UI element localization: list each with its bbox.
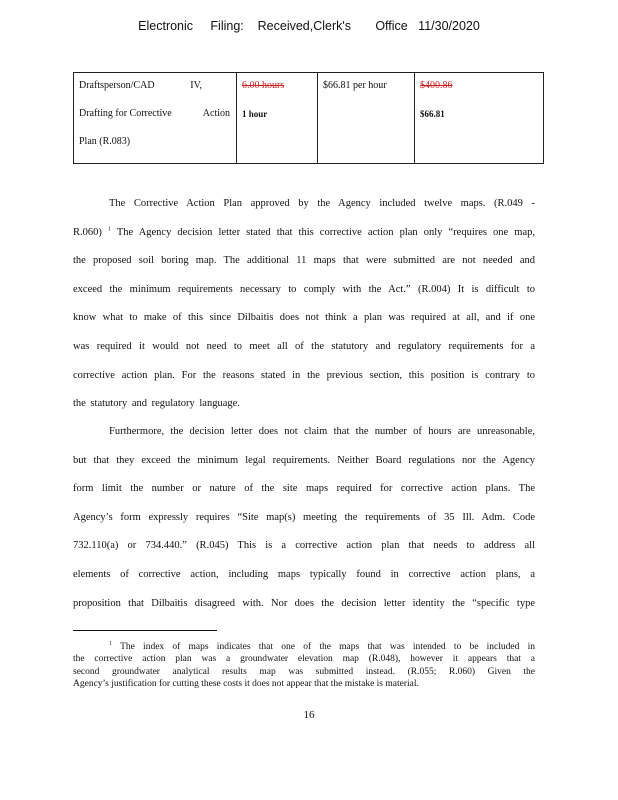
text-line: was required it would not need to meet all of the statutory and regulatory requirements for a bbox=[73, 340, 535, 352]
footnote bbox=[73, 641, 535, 691]
footnote-line: $^1$ The index of maps indicates that one of the maps that was intended to be included in bbox=[109, 640, 535, 652]
text-line: know what to make of this since Dilbaitis does not think a plan was required at all, and if one bbox=[73, 312, 535, 324]
footnote-ref: 1 bbox=[107, 226, 111, 233]
text-line: but that they exceed the minimum legal requirements. Neither Board regulations nor the Agency bbox=[73, 454, 535, 466]
description-line: Draftsperson/CAD IV, bbox=[79, 80, 202, 91]
text-line: Agency’s form expressly requires “Site map(s) meeting the requirements of 35 Ill. Adm. Code bbox=[73, 511, 535, 523]
footnote-marker: 1 bbox=[109, 640, 112, 647]
body-paragraph-1 bbox=[73, 190, 535, 419]
text-line: 732.110(a) or 734.440.” (R.045) This is a corrective action plan that needs to address all bbox=[73, 540, 535, 552]
description-line: Drafting for Corrective Action bbox=[79, 108, 230, 119]
approved-hours: 1 hour bbox=[242, 109, 268, 119]
fee-table bbox=[73, 72, 544, 164]
hourly-rate: $66.81 per hour bbox=[323, 80, 387, 91]
footnote-line: the corrective action plan was a groundwater elevation map (R.048), however it appears that a bbox=[73, 654, 535, 665]
footnote-separator bbox=[73, 630, 217, 631]
text-line: The Corrective Action Plan approved by the Agency included twelve maps. (R.049 - bbox=[109, 198, 535, 209]
hours-cell bbox=[237, 73, 318, 164]
struck-hours: 6.00 hours bbox=[242, 80, 285, 91]
struck-amount: $400.86 bbox=[420, 80, 453, 91]
rate-cell bbox=[318, 73, 415, 164]
text-line: corrective action plan. For the reasons stated in the previous section, this position is contrary to bbox=[73, 369, 535, 381]
text-line: the proposed soil boring map. The additional 11 maps that were submitted are not needed and bbox=[73, 255, 535, 267]
text-line: elements of corrective action, including maps typically found in corrective action plans, a bbox=[73, 568, 535, 580]
description-cell bbox=[74, 73, 237, 164]
footnote-line: second groundwater analytical results map was submitted instead. (R.055; R.060) Given the bbox=[73, 666, 535, 677]
text-line: Furthermore, the decision letter does not claim that the number of hours are unreasonable, bbox=[109, 426, 535, 437]
text-line: form limit the number or nature of the site maps required for corrective action plans. The bbox=[73, 483, 535, 495]
footnote-line: Agency’s justification for cutting these costs it does not appear that the mistake is material. bbox=[73, 679, 419, 690]
description-line: Plan (R.083) bbox=[79, 136, 131, 147]
page-number: 16 bbox=[303, 709, 315, 721]
body-paragraph-2 bbox=[73, 418, 535, 618]
approved-amount: $66.81 bbox=[420, 109, 445, 119]
table-row bbox=[74, 73, 544, 164]
text-line: exceed the minimum requirements necessary to comply with the Act.” (R.004) It is difficult to bbox=[73, 283, 535, 295]
text-line: R.060) $^1$ The Agency decision letter stated that this corrective action plan only “requires one map, bbox=[73, 226, 536, 238]
text-line: proposition that Dilbaitis disagreed with. Nor does the decision letter identity the “specific type bbox=[73, 597, 535, 609]
filing-stamp-header: Electronic Filing: Received,Clerk's Office 11/30/2020 bbox=[138, 19, 480, 33]
text-line: the statutory and regulatory language. bbox=[73, 398, 240, 410]
amount-cell bbox=[415, 73, 544, 164]
